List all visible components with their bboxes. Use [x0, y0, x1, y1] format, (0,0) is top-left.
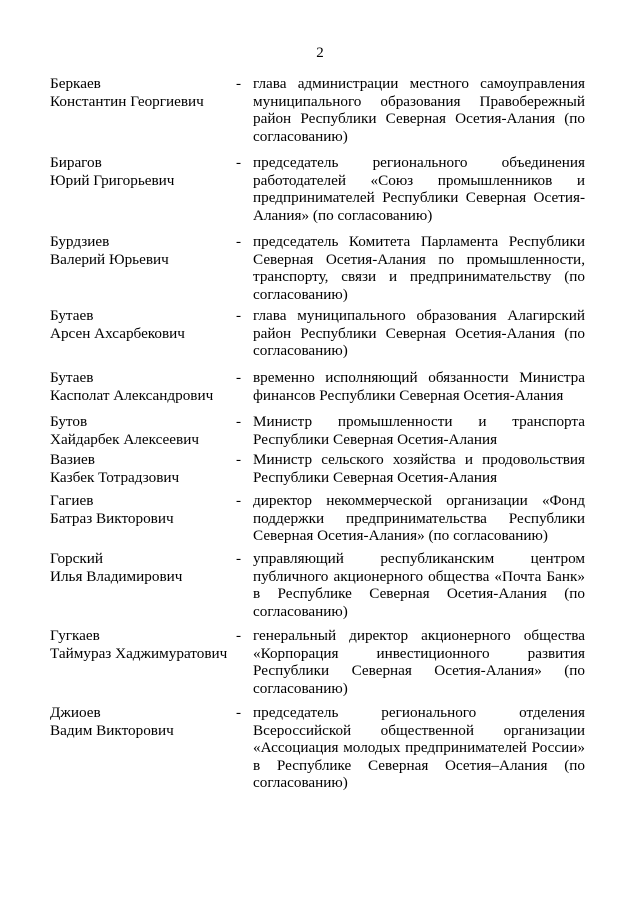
member-entry: [50, 154, 585, 233]
member-entry: [50, 627, 585, 704]
member-surname: Горский: [50, 550, 104, 567]
member-given-names: Хайдарбек Алексеевич: [50, 430, 199, 448]
member-name: [50, 307, 235, 342]
member-entry: [50, 704, 585, 800]
separator-dash: -: [236, 369, 242, 386]
member-role: директор некоммерческой организации «Фонд поддержки предпринимательства Республики Северная Осетия-Алания» (по согласованию): [253, 492, 585, 545]
separator-dash: -: [236, 413, 242, 430]
member-name: [50, 369, 235, 404]
member-entry: [50, 550, 585, 627]
member-name: [50, 154, 235, 189]
member-surname: Беркаев: [50, 75, 101, 92]
member-entry: [50, 75, 585, 154]
member-surname: Бутов: [50, 413, 88, 430]
member-entry: [50, 369, 585, 413]
member-role: глава администрации местного самоуправления муниципального образования Правобережный район Республики Северная Осетия-Алания (по согласованию): [253, 75, 585, 145]
member-entry: [50, 492, 585, 550]
member-name: [50, 550, 235, 585]
member-surname: Бирагов: [50, 154, 102, 171]
member-role: временно исполняющий обязанности Министра финансов Республики Северная Осетия-Алания: [253, 369, 585, 404]
separator-dash: -: [236, 550, 242, 567]
member-given-names: Юрий Григорьевич: [50, 171, 175, 189]
member-given-names: Илья Владимирович: [50, 567, 183, 585]
member-name: [50, 75, 235, 110]
separator-dash: -: [236, 154, 242, 171]
member-name: [50, 233, 235, 268]
member-name: [50, 413, 235, 448]
member-surname: Бутаев: [50, 369, 94, 386]
member-given-names: Батраз Викторович: [50, 509, 174, 527]
separator-dash: -: [236, 307, 242, 324]
member-entry: [50, 233, 585, 307]
member-surname: Гагиев: [50, 492, 94, 509]
member-entry: [50, 413, 585, 451]
separator-dash: -: [236, 492, 242, 509]
member-role: управляющий республиканским центром публичного акционерного общества «Почта Банк» в Республике Северная Осетия-Алания (по согласованию): [253, 550, 585, 620]
member-surname: Гугкаев: [50, 627, 100, 644]
separator-dash: -: [236, 704, 242, 721]
member-name: [50, 492, 235, 527]
separator-dash: -: [236, 451, 242, 468]
member-list: [50, 75, 585, 800]
member-role: председатель Комитета Парламента Республики Северная Осетия-Алания по промышленности, транспорту, связи и предпринимательству (по согласованию): [253, 233, 585, 303]
member-entry: [50, 451, 585, 492]
member-role: Министр сельского хозяйства и продовольствия Республики Северная Осетия-Алания: [253, 451, 585, 486]
separator-dash: -: [236, 627, 242, 644]
member-surname: Вазиев: [50, 451, 95, 468]
member-surname: Бутаев: [50, 307, 94, 324]
member-given-names: Валерий Юрьевич: [50, 250, 169, 268]
member-given-names: Касполат Александрович: [50, 386, 214, 404]
member-entry: [50, 307, 585, 369]
member-name: [50, 627, 235, 662]
member-given-names: Казбек Тотрадзович: [50, 468, 180, 486]
member-role: председатель регионального объединения работодателей «Союз промышленников и предпринимателей Республики Северная Осетия-Алания» (по согласованию): [253, 154, 585, 224]
member-role: глава муниципального образования Алагирский район Республики Северная Осетия-Алания (по согласованию): [253, 307, 585, 360]
member-role: председатель регионального отделения Всероссийской общественной организации «Ассоциация молодых предпринимателей России» в Республике Северная Осетия–Алания (по согласованию): [253, 704, 585, 792]
member-role: Министр промышленности и транспорта Республики Северная Осетия-Алания: [253, 413, 585, 448]
member-surname: Джиоев: [50, 704, 101, 721]
member-name: [50, 451, 235, 486]
member-surname: Бурдзиев: [50, 233, 110, 250]
member-given-names: Арсен Ахсарбекович: [50, 324, 185, 342]
separator-dash: -: [236, 233, 242, 250]
member-name: [50, 704, 235, 739]
page-number: 2: [316, 45, 324, 61]
member-given-names: Вадим Викторович: [50, 721, 174, 739]
member-role: генеральный директор акционерного общества «Корпорация инвестиционного развития Республики Северная Осетия-Алания» (по согласованию): [253, 627, 585, 697]
separator-dash: -: [236, 75, 242, 92]
member-given-names: Константин Георгиевич: [50, 92, 204, 110]
member-given-names: Таймураз Хаджимуратович: [50, 644, 228, 662]
